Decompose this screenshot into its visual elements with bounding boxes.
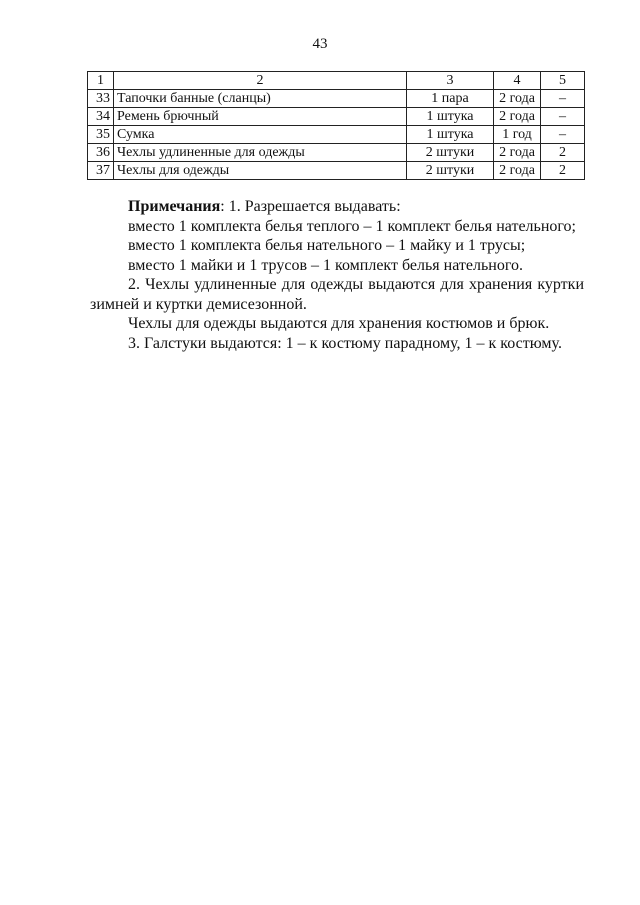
- row-number: 33: [88, 90, 114, 108]
- notes-section: [90, 197, 584, 353]
- item-col5: –: [541, 126, 585, 144]
- note-line: 3. Галстуки выдаются: 1 – к костюму парадному, 1 – к костюму.: [128, 334, 562, 352]
- item-term: 2 года: [494, 108, 541, 126]
- table-header-row: [88, 72, 585, 90]
- item-name: Сумка: [114, 126, 407, 144]
- table-row: [88, 162, 585, 180]
- note-line: вместо 1 комплекта белья теплого – 1 комплект белья нательного;: [128, 217, 576, 235]
- item-term: 1 год: [494, 126, 541, 144]
- items-table: [87, 71, 585, 180]
- notes-label: Примечания: [128, 198, 221, 215]
- item-col5: 2: [541, 144, 585, 162]
- item-quantity: 2 штуки: [407, 144, 494, 162]
- table-row: [88, 126, 585, 144]
- item-quantity: 1 штука: [407, 108, 494, 126]
- page-number: 43: [312, 36, 328, 52]
- row-number: 37: [88, 162, 114, 180]
- header-cell: 4: [494, 72, 541, 90]
- row-number: 35: [88, 126, 114, 144]
- item-name: Чехлы удлиненные для одежды: [114, 144, 407, 162]
- item-col5: –: [541, 108, 585, 126]
- row-number: 36: [88, 144, 114, 162]
- item-term: 2 года: [494, 90, 541, 108]
- item-name: Тапочки банные (сланцы): [114, 90, 407, 108]
- table-row: [88, 108, 585, 126]
- note-line: вместо 1 комплекта белья нательного – 1 майку и 1 трусы;: [128, 237, 526, 254]
- note-line: 2. Чехлы удлиненные для одежды выдаются для хранения куртки зимней и куртки демисезонной.: [90, 276, 584, 313]
- notes-heading-line: [90, 197, 584, 217]
- item-quantity: 2 штуки: [407, 162, 494, 180]
- note-line: Чехлы для одежды выдаются для хранения костюмов и брюк.: [128, 315, 550, 332]
- item-col5: –: [541, 90, 585, 108]
- table-row: [88, 144, 585, 162]
- item-name: Чехлы для одежды: [114, 162, 407, 180]
- table-row: [88, 90, 585, 108]
- item-quantity: 1 штука: [407, 126, 494, 144]
- item-term: 2 года: [494, 162, 541, 180]
- header-cell: 2: [114, 72, 407, 90]
- header-cell: 5: [541, 72, 585, 90]
- notes-first-item: : 1. Разрешается выдавать:: [220, 198, 401, 215]
- item-col5: 2: [541, 162, 585, 180]
- item-quantity: 1 пара: [407, 90, 494, 108]
- header-cell: 1: [88, 72, 114, 90]
- item-name: Ремень брючный: [114, 108, 407, 126]
- header-cell: 3: [407, 72, 494, 90]
- item-term: 2 года: [494, 144, 541, 162]
- row-number: 34: [88, 108, 114, 126]
- note-line: вместо 1 майки и 1 трусов – 1 комплект белья нательного.: [128, 256, 524, 274]
